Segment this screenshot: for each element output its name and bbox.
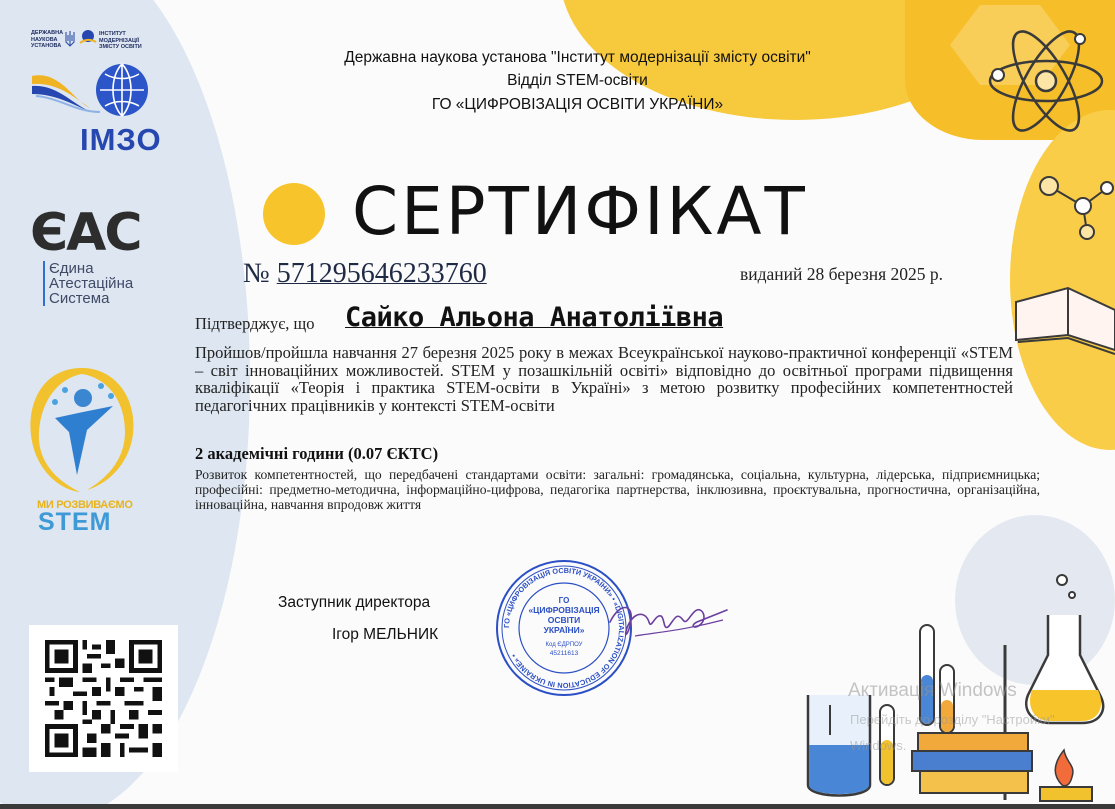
academic-hours: 2 академічні години (0.07 ЄКТС) [195, 444, 439, 463]
recipient-name: Сайко Альона Анатоліївна [345, 302, 724, 333]
eac-caption-line-1: Єдина [49, 260, 94, 277]
ngo-name: ГО «ЦИФРОВІЗАЦІЯ ОСВІТИ УКРАЇНИ» [431, 96, 724, 113]
stem-caption-line-2: STEM [38, 508, 112, 536]
certificate-title: СЕРТИФІКАТ [352, 173, 808, 250]
book-icon [1008, 280, 1115, 360]
stamp-line-2: «ЦИФРОВІЗАЦІЯ [528, 605, 600, 615]
certificate-number-value: 571295646233760 [276, 258, 487, 289]
imzo-institution-label: ІНСТИТУТ МОДЕРНІЗАЦІЇ ЗМІСТУ ОСВІТИ [99, 31, 142, 50]
atom-icon [980, 25, 1110, 145]
imzo-mini-icon [79, 29, 97, 49]
eac-caption-line-3: Система [49, 290, 110, 307]
stamp-ring-text: ГО «ЦИФРОВІЗАЦІЯ ОСВІТИ УКРАЇНИ» • «DIGITALIZATION OF EDUCATION IN UKRAINE» • [501, 565, 627, 691]
competences-text: Розвиток компетентностей, що передбачені стандартами освіти: загальні: громадянська, соціальна, культурна, лідерська, підприємницька; професійні: предметно-методична, інформаційно-цифрова, педагогіка партнерства, інклюзивна, проєктувальна, прогностична, організаційна, інноваційна, навчання впродовж життя [195, 467, 1040, 512]
signatory-role: Заступник директора [278, 594, 431, 611]
stamp-code-label: Код ЄДРПОУ [545, 642, 583, 648]
stamp-line-3: ОСВІТИ [547, 615, 581, 625]
qr-code-icon [45, 640, 162, 757]
certificate-number [243, 258, 487, 290]
confirm-label: Підтверджує, що [195, 314, 315, 333]
windows-activation-title: Активація Windows [848, 680, 1017, 701]
gov-institution-label: ДЕРЖАВНА НАУКОВА УСТАНОВА [31, 30, 64, 49]
handwritten-signature [605, 592, 730, 652]
eac-logo-caption [43, 261, 133, 306]
number-sign: № [243, 258, 270, 289]
imzo-logo-text: ІМЗО [80, 122, 162, 157]
organization-name: Державна наукова установа "Інститут модернізації змісту освіти" [344, 49, 811, 66]
issue-date: виданий 28 березня 2025 р. [740, 264, 944, 284]
windows-activation-hint: Перейдіть до розділу "Настройки" [850, 712, 1055, 727]
signatory-name: Ігор МЕЛЬНИК [332, 626, 439, 643]
eac-caption-line-2: Атестаційна [49, 275, 134, 292]
stamp-line-1: ГО [558, 596, 570, 605]
stem-caption-line-1: МИ РОЗВИВАЄМО [37, 499, 133, 511]
stamp-line-4: УКРАЇНИ» [543, 625, 585, 635]
molecule-icon [1035, 168, 1115, 248]
department-name: Відділ STEM-освіти [507, 72, 648, 89]
eac-logo [30, 203, 141, 307]
decorative-dot [263, 183, 325, 245]
windows-activation-hint-2: Windows. [850, 738, 907, 753]
stamp-code: 45211613 [549, 650, 579, 657]
trident-icon [65, 30, 75, 48]
certificate-body: Пройшов/пройшла навчання 27 березня 2025 року в межах Всеукраїнської науково-практичної конференції «STEM – світ інноваційних можливостей. STEM у позашкільній освіті» відповідно до освітньої програми підвищення кваліфікації «Теорія і практика STEM-освіти в Україні» з метою розвитку професійних компетентностей педагогічних працівників у контексті STEM-освіти [195, 343, 1013, 415]
eac-logo-text: ЄАС [30, 203, 141, 263]
qr-code [29, 625, 178, 772]
